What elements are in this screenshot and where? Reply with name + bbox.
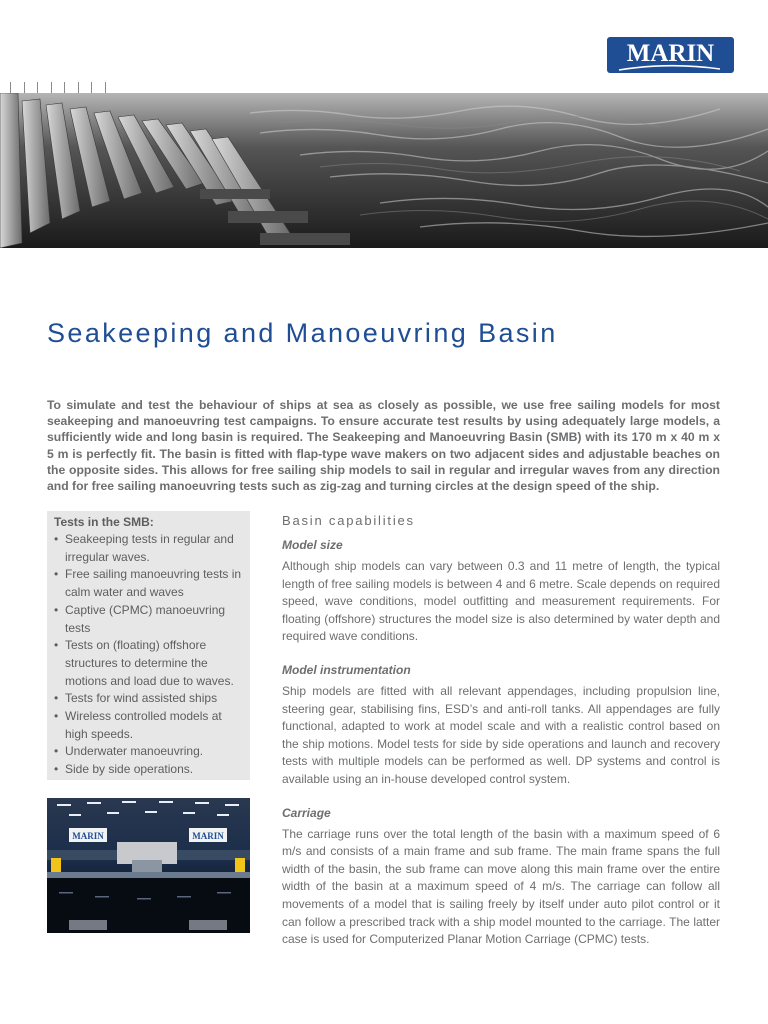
photo-sign-right: MARIN: [192, 831, 224, 841]
bullet-icon: •: [54, 638, 59, 653]
bullet-icon: •: [54, 567, 59, 582]
list-item: • Underwater manoeuvring.: [54, 743, 246, 761]
list-item: • Seakeeping tests in regular and irregular waves.: [54, 532, 234, 564]
list-item: • Tests for wind assisted ships: [54, 690, 246, 708]
model-instrumentation-text: Ship models are fitted with all relevant appendages, including propulsion line, steering gear, stabilising fins, ESD’s and anti-roll tanks. All appendages are fully functional, adapted to work at model scale and with a realistic control based on the ship motions. Model tests for side by side operations and launch and recovery tests with multiple models can be performed as well. DP systems and control is available using an in-house developed control system.: [282, 683, 720, 786]
bullet-icon: •: [54, 691, 59, 706]
bullet-icon: •: [54, 744, 59, 759]
intro-paragraph: To simulate and test the behaviour of ships at sea as closely as possible, we use free sailing models for most seakeeping and manoeuvring test campaigns. To ensure accurate test results by using adequately large models, a sufficiently wide and long basin is required. The Seakeeping and Manoeuvring Basin (SMB) with its 170 m x 40 m x 5 m is perfectly fit. The basin is fitted with flap-type wave makers on two adjacent sides and adjustable beaches on the opposite sides. This allows for free sailing ship models to sail in regular and irregular waves from any direction and for free sailing manoeuvring tests such as zig-zag and turning circles at the design speed of the ship.: [47, 398, 720, 494]
bullet-icon: •: [54, 602, 59, 617]
tests-sidebar: [47, 511, 250, 780]
basin-hall-illustration: [47, 798, 250, 933]
hero-image: [0, 93, 768, 248]
capabilities-column: [282, 513, 720, 949]
logo-text: MARIN: [626, 40, 715, 67]
list-item: • Wireless controlled models at high speeds.: [54, 709, 222, 741]
carriage-text: The carriage runs over the total length of the basin with a maximum speed of 6 m/s and consists of a main frame and sub frame. The main frame spans the full width of the basin, the sub frame can move along this main frame over the entire width of the basin at a maximum speed of 4 m/s. The carriage can follow all movements of a model that is sailing freely by itself under auto pilot control or it can follow a prescribed track with a ship model mounted to the carriage. The latter case is used for Computerized Planar Motion Carriage (CPMC) tests.: [282, 826, 720, 947]
model-instrumentation-heading: Model instrumentation: [282, 662, 411, 677]
photo-sign-left: MARIN: [72, 831, 104, 841]
model-size-heading: Model size: [282, 538, 343, 552]
bullet-icon: •: [54, 762, 59, 777]
list-item: • Tests on (floating) offshore structures to determine the motions and load due to waves.: [54, 638, 234, 688]
tests-list: [54, 531, 246, 779]
model-size-text: Although ship models can vary between 0.3 and 11 metre of length, the typical length of free sailing models is between 4 and 6 metre. Scale depends on required speed, wave conditions, model outfitting and measurement requirements. For floating (offshore) structures the model size is also determined by water depth and required wave conditions.: [282, 559, 720, 644]
carriage-heading: Carriage: [282, 805, 331, 820]
logo-swoosh-icon: [617, 64, 722, 72]
tests-title: Tests in the SMB:: [54, 515, 154, 529]
bullet-icon: •: [54, 709, 59, 724]
list-item: • Captive (CPMC) manoeuvring tests: [54, 602, 226, 635]
list-item: • Free sailing manoeuvring tests in calm water and waves: [54, 567, 242, 600]
ruler-ticks: [10, 82, 110, 93]
page-title: Seakeeping and Manoeuvring Basin: [47, 318, 558, 349]
marin-logo: [607, 37, 734, 73]
basin-photo: [47, 798, 250, 933]
bullet-icon: •: [54, 532, 59, 546]
wave-basin-illustration: [0, 93, 768, 248]
capabilities-heading: Basin capabilities: [282, 513, 415, 528]
list-item: • Side by side operations.: [54, 761, 246, 779]
